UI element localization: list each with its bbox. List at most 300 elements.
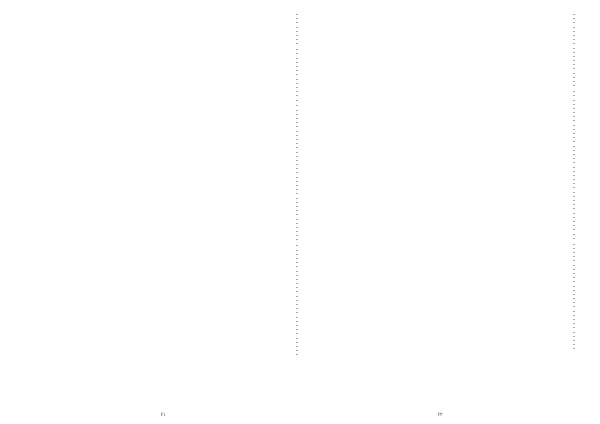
bullet-marker: • xyxy=(573,252,575,255)
text-line xyxy=(305,158,575,162)
text-line xyxy=(28,135,298,139)
bullet-marker: • xyxy=(296,205,298,209)
text-line xyxy=(305,64,575,68)
text-line xyxy=(305,340,575,344)
text-line xyxy=(305,91,575,95)
text-line xyxy=(305,265,575,269)
bullet-marker: • xyxy=(296,14,298,17)
text-line xyxy=(28,70,298,74)
bullet-marker: • xyxy=(296,134,298,138)
text-line xyxy=(28,118,298,122)
text-line xyxy=(28,202,298,206)
bullet-marker: • xyxy=(573,120,575,124)
bullet-marker: • xyxy=(296,118,298,121)
text-line xyxy=(28,219,298,223)
text-line xyxy=(305,248,575,252)
bullet-marker: • xyxy=(296,39,298,43)
bullet-marker: • xyxy=(296,304,298,307)
bullet-marker: • xyxy=(573,331,575,335)
text-line xyxy=(305,332,575,336)
text-line xyxy=(28,22,298,26)
bullet-marker: • xyxy=(296,308,298,312)
bullet-marker: • xyxy=(296,105,298,109)
bullet-marker: • xyxy=(573,149,575,153)
text-line xyxy=(28,164,298,168)
bullet-marker: • xyxy=(296,30,298,34)
text-line xyxy=(305,179,575,183)
text-line xyxy=(28,312,298,316)
bullet-marker: • xyxy=(573,306,575,310)
bullet-marker: • xyxy=(573,128,575,132)
text-line xyxy=(305,108,575,112)
text-line xyxy=(28,31,298,35)
text-line xyxy=(28,53,298,57)
text-line xyxy=(305,85,575,89)
text-line xyxy=(305,125,575,129)
bullet-marker: • xyxy=(296,78,298,82)
bullet-marker: • xyxy=(296,34,298,38)
bullet-marker: • xyxy=(573,26,575,30)
bullet-marker: • xyxy=(573,256,575,260)
bullet-marker: • xyxy=(573,277,575,281)
bullet-marker: • xyxy=(573,81,575,84)
bullet-marker: • xyxy=(296,70,298,74)
text-line xyxy=(305,14,575,18)
text-line xyxy=(305,244,575,248)
text-line xyxy=(305,196,575,200)
bullet-marker: • xyxy=(296,176,298,180)
bullet-marker: • xyxy=(296,57,298,61)
bullet-marker: • xyxy=(296,159,298,163)
bullet-marker: • xyxy=(296,138,298,142)
text-line xyxy=(305,129,575,133)
bullet-marker: • xyxy=(296,82,298,86)
text-line xyxy=(28,283,298,287)
bullet-marker: • xyxy=(296,168,298,172)
bullet-marker: • xyxy=(296,266,298,270)
bullet-marker: • xyxy=(573,95,575,99)
text-line xyxy=(28,105,298,109)
text-line xyxy=(305,200,575,204)
text-line xyxy=(28,160,298,164)
text-line xyxy=(28,35,298,39)
text-line xyxy=(305,315,575,319)
bullet-marker: • xyxy=(573,264,575,268)
text-line xyxy=(28,254,298,258)
text-line xyxy=(305,68,575,72)
text-line xyxy=(28,245,298,249)
bullet-marker: • xyxy=(296,61,298,65)
text-line xyxy=(28,291,298,295)
text-line xyxy=(305,60,575,64)
text-line xyxy=(28,39,298,43)
text-line xyxy=(28,156,298,160)
bullet-marker: • xyxy=(296,18,298,22)
bullet-marker: • xyxy=(296,214,298,218)
bullet-marker: • xyxy=(296,345,298,349)
bullet-marker: • xyxy=(573,43,575,47)
text-line xyxy=(305,150,575,154)
bullet-marker: • xyxy=(296,126,298,130)
bullet-marker: • xyxy=(296,312,298,316)
text-line xyxy=(305,213,575,217)
text-line xyxy=(28,110,298,114)
text-line xyxy=(28,66,298,70)
text-line xyxy=(28,317,298,321)
text-line xyxy=(305,260,575,264)
text-line xyxy=(305,146,575,150)
page-body xyxy=(305,14,575,352)
bullet-marker: • xyxy=(296,193,298,197)
bullet-marker: • xyxy=(573,99,575,103)
text-line xyxy=(28,58,298,62)
text-line xyxy=(28,18,298,22)
bullet-marker: • xyxy=(296,53,298,57)
text-line xyxy=(305,229,575,233)
page-body xyxy=(28,14,298,358)
text-line xyxy=(28,354,298,358)
text-line xyxy=(305,306,575,310)
bullet-marker: • xyxy=(573,327,575,331)
bullet-marker: • xyxy=(296,74,298,78)
bullet-marker: • xyxy=(573,170,575,174)
bullet-marker: • xyxy=(296,270,298,274)
bullet-marker: • xyxy=(296,291,298,295)
bullet-marker: • xyxy=(296,122,298,126)
bullet-marker: • xyxy=(573,260,575,264)
text-line xyxy=(28,223,298,227)
bullet-marker: • xyxy=(296,274,298,278)
text-line xyxy=(28,172,298,176)
bullet-marker: • xyxy=(296,278,298,282)
text-line xyxy=(305,35,575,39)
bullet-marker: • xyxy=(573,289,575,293)
text-line xyxy=(28,279,298,283)
text-line xyxy=(305,208,575,212)
bullet-marker: • xyxy=(573,314,575,318)
bullet-marker: • xyxy=(296,99,298,103)
text-line xyxy=(305,52,575,56)
bullet-marker: • xyxy=(573,166,575,170)
bullet-marker: • xyxy=(573,60,575,64)
text-line xyxy=(305,311,575,315)
text-line xyxy=(28,177,298,181)
bullet-marker: • xyxy=(573,293,575,297)
bullet-marker: • xyxy=(296,239,298,243)
bullet-marker: • xyxy=(573,243,575,247)
text-line xyxy=(28,49,298,53)
bullet-marker: • xyxy=(296,287,298,291)
text-line xyxy=(28,181,298,185)
text-line xyxy=(28,43,298,47)
text-line xyxy=(305,154,575,158)
text-line xyxy=(305,31,575,35)
text-line xyxy=(305,327,575,331)
text-line xyxy=(28,308,298,312)
text-line xyxy=(28,210,298,214)
text-line xyxy=(305,77,575,81)
text-line xyxy=(28,342,298,346)
text-line xyxy=(28,227,298,231)
text-line xyxy=(305,104,575,108)
bullet-marker: • xyxy=(296,354,298,358)
text-line xyxy=(28,231,298,235)
bullet-marker: • xyxy=(296,235,298,239)
bullet-marker: • xyxy=(573,72,575,76)
text-line xyxy=(305,323,575,327)
bullet-marker: • xyxy=(296,143,298,147)
text-line xyxy=(28,346,298,350)
text-line xyxy=(28,100,298,104)
text-line xyxy=(305,141,575,145)
text-line xyxy=(305,183,575,187)
text-line xyxy=(28,126,298,130)
text-line xyxy=(305,234,575,238)
bullet-marker: • xyxy=(573,133,575,136)
text-line xyxy=(28,83,298,87)
text-line xyxy=(305,252,575,256)
bullet-marker: • xyxy=(573,124,575,128)
text-line xyxy=(28,114,298,118)
bullet-marker: • xyxy=(296,49,298,53)
text-line xyxy=(28,271,298,275)
bullet-marker: • xyxy=(296,316,298,320)
text-line xyxy=(305,167,575,171)
bullet-marker: • xyxy=(296,43,298,47)
text-line xyxy=(28,27,298,31)
bullet-marker: • xyxy=(573,112,575,116)
bullet-marker: • xyxy=(296,151,298,155)
text-line xyxy=(28,325,298,329)
bullet-marker: • xyxy=(573,237,575,241)
text-line xyxy=(305,56,575,60)
bullet-marker: • xyxy=(573,285,575,289)
bullet-marker: • xyxy=(296,299,298,303)
text-line xyxy=(305,336,575,340)
text-line xyxy=(28,95,298,99)
text-line xyxy=(28,14,298,18)
bullet-marker: • xyxy=(296,109,298,113)
text-line xyxy=(305,95,575,99)
bullet-marker: • xyxy=(573,344,575,348)
text-line xyxy=(305,298,575,302)
bullet-marker: • xyxy=(573,107,575,111)
text-line xyxy=(28,143,298,147)
text-line xyxy=(305,73,575,77)
text-line xyxy=(28,329,298,333)
text-line xyxy=(28,214,298,218)
text-line xyxy=(28,91,298,95)
bullet-marker: • xyxy=(296,324,298,328)
text-line xyxy=(305,175,575,179)
bullet-marker: • xyxy=(296,155,298,159)
text-line xyxy=(305,225,575,229)
bullet-marker: • xyxy=(573,195,575,199)
bullet-marker: • xyxy=(573,55,575,59)
bullet-marker: • xyxy=(573,204,575,208)
text-line xyxy=(305,319,575,323)
text-line xyxy=(305,27,575,31)
bullet-marker: • xyxy=(573,319,575,322)
bullet-marker: • xyxy=(296,113,298,117)
text-line xyxy=(305,22,575,26)
text-line xyxy=(28,266,298,270)
text-line xyxy=(305,221,575,225)
bullet-marker: • xyxy=(573,162,575,166)
bullet-marker: • xyxy=(573,298,575,302)
text-line xyxy=(305,112,575,116)
text-line xyxy=(305,348,575,352)
bullet-marker: • xyxy=(573,30,575,34)
bullet-marker: • xyxy=(573,302,575,306)
text-line xyxy=(28,206,298,210)
bullet-marker: • xyxy=(573,116,575,120)
text-line xyxy=(28,74,298,78)
bullet-marker: • xyxy=(296,164,298,168)
text-line xyxy=(305,187,575,191)
bullet-marker: • xyxy=(573,323,575,327)
bullet-marker: • xyxy=(296,22,298,26)
page-left xyxy=(28,14,298,418)
bullet-marker: • xyxy=(296,350,298,354)
bullet-marker: • xyxy=(573,153,575,157)
bullet-marker: • xyxy=(573,247,575,251)
text-line xyxy=(305,43,575,47)
bullet-marker: • xyxy=(573,191,575,195)
bullet-marker: • xyxy=(296,283,298,287)
bullet-marker: • xyxy=(296,130,298,134)
bullet-marker: • xyxy=(296,201,298,205)
bullet-marker: • xyxy=(573,76,575,80)
bullet-marker: • xyxy=(296,295,298,299)
bullet-marker: • xyxy=(296,222,298,226)
bullet-marker: • xyxy=(573,339,575,343)
bullet-marker: • xyxy=(296,26,298,30)
text-line xyxy=(28,296,298,300)
bullet-marker: • xyxy=(296,245,298,249)
text-line xyxy=(28,239,298,243)
bullet-marker: • xyxy=(573,233,575,237)
bullet-marker: • xyxy=(573,137,575,141)
bullet-marker: • xyxy=(296,210,298,214)
text-line xyxy=(305,18,575,22)
text-line xyxy=(305,133,575,137)
bullet-marker: • xyxy=(573,348,575,352)
bullet-marker: • xyxy=(573,47,575,51)
text-line xyxy=(28,198,298,202)
bullet-marker: • xyxy=(573,91,575,95)
text-line xyxy=(28,321,298,325)
text-line xyxy=(28,258,298,262)
bullet-marker: • xyxy=(296,341,298,345)
bullet-marker: • xyxy=(573,18,575,22)
bullet-marker: • xyxy=(296,337,298,341)
bullet-marker: • xyxy=(296,147,298,151)
text-line xyxy=(305,204,575,208)
bullet-marker: • xyxy=(573,14,575,17)
bullet-marker: • xyxy=(296,172,298,176)
bullet-marker: • xyxy=(573,229,575,233)
bullet-marker: • xyxy=(296,262,298,266)
bullet-marker: • xyxy=(573,179,575,183)
bullet-marker: • xyxy=(296,197,298,201)
bullet-marker: • xyxy=(573,208,575,212)
bullet-marker: • xyxy=(573,335,575,339)
bullet-marker: • xyxy=(573,145,575,149)
text-line xyxy=(28,152,298,156)
text-line xyxy=(305,120,575,124)
text-line xyxy=(305,273,575,277)
bullet-marker: • xyxy=(296,231,298,235)
bullet-marker: • xyxy=(296,257,298,261)
page-number: ۶۱ xyxy=(160,412,166,418)
bullet-marker: • xyxy=(573,220,575,224)
text-line xyxy=(305,281,575,285)
page-right xyxy=(305,14,575,418)
text-line xyxy=(305,100,575,104)
bullet-marker: • xyxy=(296,329,298,333)
bullet-marker: • xyxy=(573,158,575,162)
text-line xyxy=(28,139,298,143)
bullet-marker: • xyxy=(296,86,298,90)
text-line xyxy=(305,344,575,348)
text-line xyxy=(305,269,575,273)
text-line xyxy=(28,333,298,337)
text-line xyxy=(305,238,575,242)
text-line xyxy=(28,122,298,126)
bullet-marker: • xyxy=(296,320,298,324)
bullet-marker: • xyxy=(573,64,575,68)
bullet-marker: • xyxy=(296,249,298,253)
bullet-marker: • xyxy=(296,91,298,95)
text-line xyxy=(28,189,298,193)
bullet-marker: • xyxy=(573,85,575,89)
bullet-marker: • xyxy=(573,272,575,276)
text-line xyxy=(28,275,298,279)
bullet-marker: • xyxy=(573,268,575,272)
bullet-marker: • xyxy=(573,103,575,107)
text-line xyxy=(28,185,298,189)
text-line xyxy=(305,171,575,175)
text-line xyxy=(28,168,298,172)
text-line xyxy=(28,250,298,254)
bullet-marker: • xyxy=(573,141,575,145)
bullet-marker: • xyxy=(296,333,298,337)
text-line xyxy=(28,87,298,91)
text-line xyxy=(305,256,575,260)
text-line xyxy=(28,262,298,266)
bullet-marker: • xyxy=(296,218,298,222)
bullet-marker: • xyxy=(573,281,575,285)
text-line xyxy=(305,277,575,281)
text-line xyxy=(305,162,575,166)
bullet-marker: • xyxy=(296,189,298,193)
text-line xyxy=(28,235,298,239)
bullet-marker: • xyxy=(573,34,575,38)
bullet-marker: • xyxy=(296,66,298,69)
text-line xyxy=(305,294,575,298)
text-line xyxy=(28,350,298,354)
text-line xyxy=(28,62,298,66)
bullet-marker: • xyxy=(573,216,575,220)
bullet-marker: • xyxy=(573,174,575,178)
text-line xyxy=(305,217,575,221)
text-line xyxy=(28,79,298,83)
bullet-marker: • xyxy=(296,226,298,230)
bullet-marker: • xyxy=(573,225,575,229)
text-line xyxy=(305,286,575,290)
text-line xyxy=(28,287,298,291)
